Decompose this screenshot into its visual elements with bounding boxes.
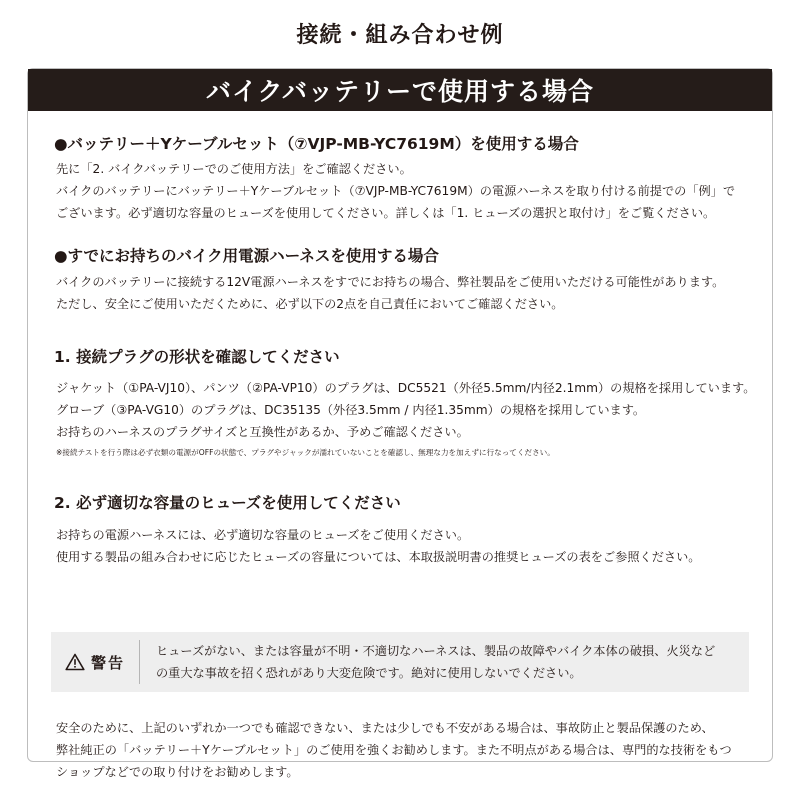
section4-line: 使用する製品の組み合わせに応じたヒューズの容量については、本取扱説明書の推奨ヒューズの表をご参照ください。 bbox=[56, 550, 701, 564]
section1-heading: ●バッテリー＋Yケーブルセット（⑦VJP-MB-YC7619M）を使用する場合 bbox=[54, 135, 579, 153]
warning-text bbox=[140, 640, 715, 684]
closing-line: 安全のために、上記のいずれか一つでも確認できない、または少しでも不安がある場合は、事故防止と製品保護のため、 bbox=[56, 721, 714, 735]
closing-body bbox=[56, 717, 732, 783]
section3-heading: 1. 接続プラグの形状を確認してください bbox=[54, 348, 340, 366]
section4-heading: 2. 必ず適切な容量のヒューズを使用してください bbox=[54, 494, 401, 512]
banner-title: バイクバッテリーで使用する場合 bbox=[28, 69, 772, 111]
warning-box bbox=[51, 632, 749, 692]
section3-line: お持ちのハーネスのプラグサイズと互換性があるか、予めご確認ください。 bbox=[56, 425, 469, 439]
section3-body bbox=[56, 377, 755, 443]
warning-line: ヒューズがない、または容量が不明・不適切なハーネスは、製品の故障やバイク本体の破損、火災など bbox=[156, 644, 716, 658]
section4-line: お持ちの電源ハーネスには、必ず適切な容量のヒューズをご使用ください。 bbox=[56, 528, 470, 542]
page-title: 接続・組み合わせ例 bbox=[296, 23, 504, 48]
section2-heading: ●すでにお持ちのバイク用電源ハーネスを使用する場合 bbox=[54, 247, 439, 265]
section1-line: ございます。必ず適切な容量のヒューズを使用してください。詳しくは「1. ヒューズの選択と取付け」をご覧ください。 bbox=[56, 206, 716, 220]
warning-triangle-icon bbox=[65, 653, 85, 671]
warning-label-text: 警告 bbox=[90, 653, 125, 672]
section3-line: ジャケット（①PA-VJ10）、パンツ（②PA-VP10）のプラグは、DC5521（外径5.5mm/内径2.1mm）の規格を採用しています。 bbox=[56, 381, 756, 395]
section2-line: バイクのバッテリーに接続する12V電源ハーネスをすでにお持ちの場合、弊社製品をご使用いただける可能性があります。 bbox=[56, 275, 725, 289]
section2-body bbox=[56, 271, 724, 315]
closing-line: ショップなどでの取り付けをお勧めします。 bbox=[56, 765, 299, 779]
closing-line: 弊社純正の「バッテリー＋Yケーブルセット」のご使用を強くお勧めします。また不明点がある場合は、専門的な技術をもつ bbox=[56, 743, 732, 757]
warning-label bbox=[51, 652, 139, 673]
section2-line: ただし、安全にご使用いただくために、必ず以下の2点を自己責任においてご確認ください。 bbox=[56, 297, 564, 311]
section1-line: バイクのバッテリーにバッテリー＋Yケーブルセット（⑦VJP-MB-YC7619M）の電源ハーネスを取り付ける前提での「例」で bbox=[56, 184, 736, 198]
section1-line: 先に「2. バイクバッテリーでのご使用方法」をご確認ください。 bbox=[56, 162, 412, 176]
section3-line: グローブ（③PA-VG10）のプラグは、DC35135（外径3.5mm / 内径1.35mm）の規格を採用しています。 bbox=[56, 403, 646, 417]
section3-note: ※接続テストを行う際は必ず衣類の電源がOFFの状態で、プラグやジャックが濡れていないことを確認し、無理な力を加えずに行なってください。 bbox=[56, 448, 555, 457]
section1-body bbox=[56, 158, 735, 224]
content-card bbox=[27, 68, 773, 779]
warning-line: の重大な事故を招く恐れがあり大変危険です。絶対に使用しないでください。 bbox=[156, 666, 582, 680]
section4-body bbox=[56, 524, 700, 568]
